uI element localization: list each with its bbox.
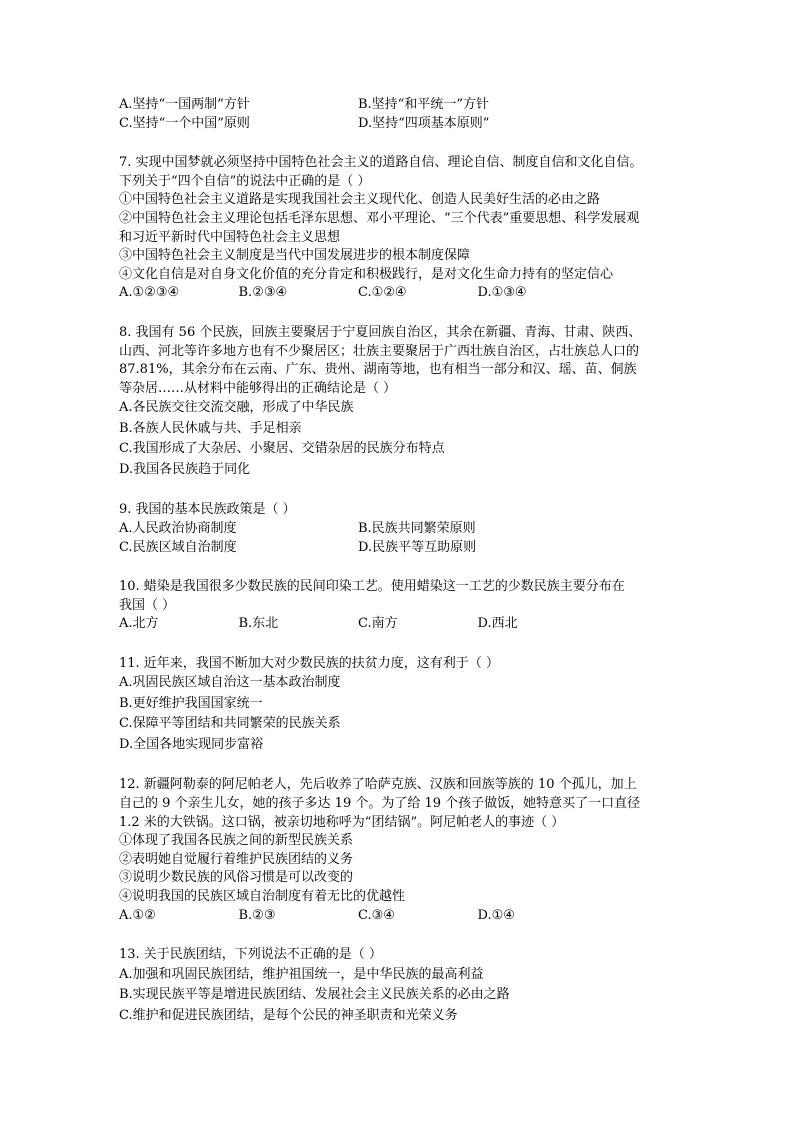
question-10 [119,578,679,634]
option-a: A.巩固民族区域自治这一基本政治制度 [119,675,341,691]
question-stem: 11. 近年来，我国不断加大对少数民族的扶贫力度，这有利于（ ） [119,655,499,671]
option-c: C.保障平等团结和共同繁荣的民族关系 [119,716,341,732]
option-c: C.维护和促进民族团结，是每个公民的神圣职责和光荣义务 [119,1007,458,1023]
statement: ③说明少数民族的风俗习惯是可以改变的 [119,870,354,886]
question-stem: 13. 关于民族团结，下列说法不正确的是（ ） [119,947,382,963]
options-row [119,539,679,558]
option-c: C.①②④ [358,285,407,301]
statement: ④文化自信是对自身文化价值的充分肯定和积极践行，是对文化生命力持有的坚定信心 [119,266,614,282]
options-row [119,520,679,539]
option-c: C.民族区域自治制度 [119,539,237,555]
option-a: A.①② [119,907,156,923]
options-row [119,615,679,634]
option-d: D.民族平等互助原则 [358,539,477,555]
question-stem: 我国（ ） [119,597,176,613]
options-row [119,907,679,926]
option-c: C.我国形成了大杂居、小聚居、交错杂居的民族分布特点 [119,441,445,457]
question-stem: 山西、河北等许多地方也有不少聚居区；壮族主要聚居于广西壮族自治区，占壮族总人口的 [119,343,640,359]
question-stem: 7. 实现中国梦就必须坚持中国特色社会主义的道路自信、理论自信、制度自信和文化自信。 [119,155,643,171]
question-8 [119,324,679,480]
option-b: B.各族人民休戚与共、手足相亲 [119,420,302,436]
statement: ②表明她自觉履行着维护民族团结的义务 [119,851,354,867]
option-d: D.我国各民族趋于同化 [119,461,251,477]
option-b: B.更好维护我国国家统一 [119,695,263,711]
exam-page [119,96,679,1026]
question-13 [119,946,679,1026]
option-a: A.人民政治协商制度 [119,520,237,536]
option-a: A.各民族交往交流交融，形成了中华民族 [119,400,354,416]
statement: ①体现了我国各民族之间的新型民族关系 [119,833,354,849]
option-a: A.坚持“一国两制”方针 [119,97,250,112]
option-d: D.①④ [477,907,515,923]
option-c: C.③④ [358,907,395,923]
option-d: D.全国各地实现同步富裕 [119,736,264,752]
option-b: B.坚持“和平统一”方针 [358,97,489,112]
option-c: C.坚持“一个中国”原则 [119,115,250,131]
statement: ④说明我国的民族区域自治制度有着无比的优越性 [119,889,406,905]
option-d: D.①③④ [477,285,527,301]
question-stem: 10. 蜡染是我国很多少数民族的民间印染工艺。使用蜡染这一工艺的少数民族主要分布在 [119,579,625,595]
option-b: B.②③④ [238,285,288,301]
question-11 [119,655,679,756]
option-b: B.民族共同繁荣原则 [358,520,476,536]
statement: ③中国特色社会主义制度是当代中国发展进步的根本制度保障 [119,248,471,264]
question-7 [119,154,679,303]
statement: 和习近平新时代中国特色社会主义思想 [119,229,341,245]
option-a: A.①②③④ [119,285,180,301]
question-stem: 自己的 9 个亲生儿女，她的孩子多达 19 个。为了给 19 个孩子做饭，她特意买了一口直径 [119,796,641,812]
option-d: D.坚持“四项基本原则” [358,115,490,131]
options-row [119,284,679,303]
option-c: C.南方 [358,616,398,632]
option-a: A.加强和巩固民族团结，维护祖国统一，是中华民族的最高利益 [119,966,484,982]
options-row [119,115,679,134]
question-9 [119,501,679,557]
question-stem: 等杂居……从材料中能够得出的正确结论是（ ） [119,380,397,396]
question-12 [119,776,679,925]
option-d: D.西北 [477,616,518,632]
statement: ②中国特色社会主义理论包括毛泽东思想、邓小平理论、“三个代表”重要思想、科学发展观 [119,210,640,226]
question-stem: 下列关于“四个自信”的说法中正确的是（ ） [119,173,371,189]
question-6 [119,96,679,133]
statement: ①中国特色社会主义道路是实现我国社会主义现代化、创造人民美好生活的必由之路 [119,192,601,208]
question-stem: 87.81%，其余分布在云南、广东、贵州、湖南等地，也有相当一部分和汉、瑶、苗、侗族 [119,362,637,378]
options-row [119,96,679,115]
option-a: A.北方 [119,616,159,632]
option-b: B.实现民族平等是增进民族团结、发展社会主义民族关系的必由之路 [119,987,510,1003]
option-b: B.东北 [238,616,279,632]
question-stem: 1.2 米的大铁锅。这口锅，被亲切地称呼为“团结锅”。阿尼帕老人的事迹（ ） [119,814,565,830]
question-stem: 8. 我国有 56 个民族，回族主要聚居于宁夏回族自治区，其余在新疆、青海、甘肃、陕西、 [119,324,642,340]
option-b: B.②③ [238,907,276,923]
question-stem: 12. 新疆阿勒泰的阿尼帕老人，先后收养了哈萨克族、汉族和回族等族的 10 个孤儿，加上 [119,777,637,793]
question-stem: 9. 我国的基本民族政策是（ ） [119,502,296,518]
